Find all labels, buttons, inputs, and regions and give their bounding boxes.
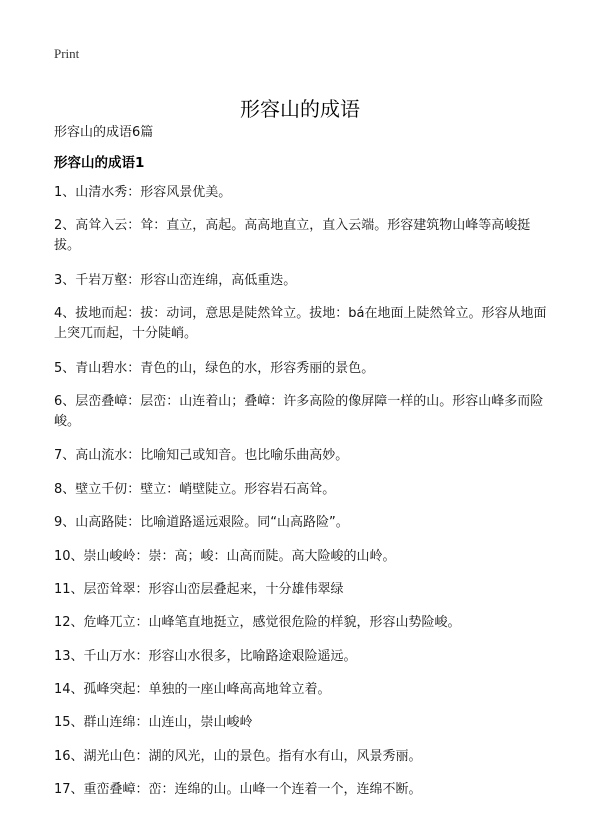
list-item: 14、孤峰突起：单独的一座山峰高高地耸立着。	[54, 682, 331, 698]
list-item: 11、层峦耸翠：形容山峦层叠起来，十分雄伟翠绿	[54, 581, 344, 597]
list-item: 1、山清水秀：形容风景优美。	[54, 185, 232, 200]
list-item: 12、危峰兀立：山峰笔直地挺立，感觉很危险的样貌，形容山势险峻。	[54, 615, 461, 631]
list-item: 15、群山连绵：山连山，崇山峻岭	[54, 715, 253, 731]
idiom-list	[54, 183, 554, 814]
list-item: 6、层峦叠嶂：层峦：山连着山；叠嶂：许多高险的像屏障一样的山。形容山峰多而险峻。	[54, 393, 544, 429]
list-item: 3、千岩万壑：形容山峦连绵，高低重迭。	[54, 272, 297, 288]
list-item: 5、青山碧水：青色的山，绿色的水，形容秀丽的景色。	[54, 360, 375, 376]
document-title: 形容山的成语	[240, 97, 360, 122]
list-item: 17、重峦叠嶂：峦：连绵的山。山峰一个连着一个，连绵不断。	[54, 782, 422, 798]
print-label: Print	[54, 46, 80, 61]
document-subtitle: 形容山的成语6篇	[54, 125, 154, 140]
list-item: 7、高山流水：比喻知己或知音。也比喻乐曲高妙。	[54, 448, 349, 464]
list-item: 4、拔地而起：拔：动词，意思是陡然耸立。拔地：bá在地面上陡然耸立。形容从地面上突兀而起，十分陡峭。	[54, 306, 547, 342]
list-item: 9、山高路陡：比喻道路遥远艰险。同“山高路险”。	[54, 515, 349, 531]
list-item: 2、高耸入云：耸：直立，高起。高高地直立，直入云端。形容建筑物山峰等高峻挺拔。	[54, 218, 531, 254]
list-item: 8、壁立千仞：壁立：峭壁陡立。形容岩石高耸。	[54, 481, 336, 497]
list-item: 13、千山万水：形容山水很多，比喻路途艰险遥远。	[54, 648, 357, 664]
list-item: 10、崇山峻岭：崇：高；峻：山高而陡。高大险峻的山岭。	[54, 548, 396, 564]
list-item: 16、湖光山色：湖的风光，山的景色。指有水有山，风景秀丽。	[54, 748, 422, 764]
section-heading: 形容山的成语1	[54, 155, 145, 171]
